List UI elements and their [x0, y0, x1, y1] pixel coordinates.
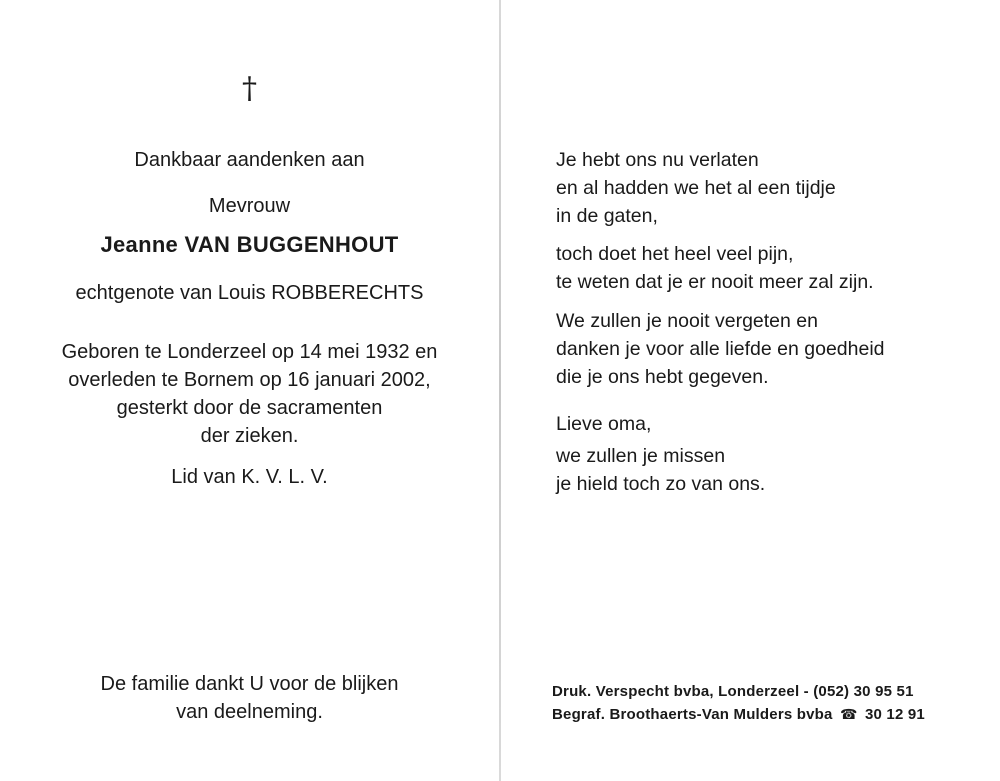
verse-line: we zullen je missen [556, 445, 726, 467]
verse-line: je hield toch zo van ons. [556, 473, 766, 495]
membership-text: Lid van K. V. L. V. [171, 466, 328, 488]
printer-line: Druk. Verspecht bvba, Londerzeel - (052) 30 95 51 [552, 683, 914, 700]
bio-line: overleden te Bornem op 16 januari 2002, [68, 369, 431, 391]
verse-line: Je hebt ons nu verlaten [556, 149, 759, 171]
title-text: Mevrouw [208, 195, 291, 217]
verse-line: die je ons hebt gegeven. [556, 366, 769, 388]
verse-line: te weten dat je er nooit meer zal zijn. [556, 271, 874, 293]
telephone-icon: ☎ [839, 706, 858, 722]
bio-line: der zieken. [200, 425, 299, 447]
verse-line: toch doet het heel veel pijn, [556, 243, 794, 265]
thanks-line: De familie dankt U voor de blijken [100, 673, 399, 695]
verse-line: We zullen je nooit vergeten en [556, 310, 818, 332]
verse-line: Lieve oma, [556, 413, 652, 435]
undertaker-line [552, 703, 925, 726]
undertaker-phone: 30 12 91 [864, 706, 925, 723]
verse-line: en al hadden we het al een tijdje [556, 177, 836, 199]
intro-text: Dankbaar aandenken aan [134, 149, 365, 171]
deceased-name: Jeanne VAN BUGGENHOUT [100, 232, 399, 257]
right-panel [501, 0, 1000, 781]
bio-line: Geboren te Londerzeel op 14 mei 1932 en [61, 341, 438, 363]
cross-icon: † [242, 71, 257, 106]
verse-line: danken je voor alle liefde en goedheid [556, 338, 885, 360]
spouse-text: echtgenote van Louis ROBBERECHTS [75, 282, 424, 304]
bio-line: gesterkt door de sacramenten [116, 397, 383, 419]
verse-line: in de gaten, [556, 205, 658, 227]
left-panel [0, 0, 499, 781]
thanks-line: van deelneming. [176, 701, 323, 723]
undertaker-name: Begraf. Broothaerts-Van Mulders bvba [552, 706, 833, 723]
